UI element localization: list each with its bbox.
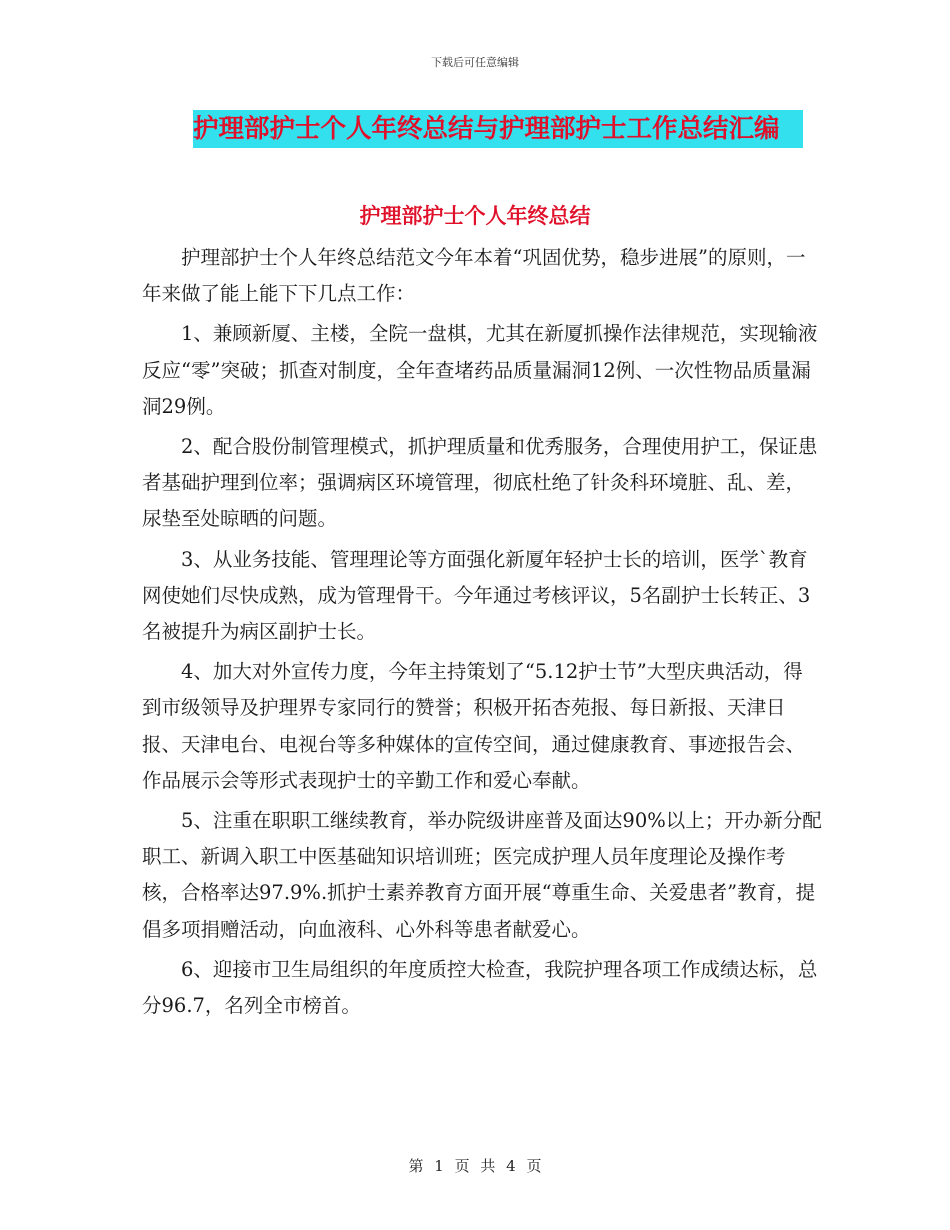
paragraph-item-4: 4、加大对外宣传力度，今年主持策划了“5.12护士节”大型庆典活动，得到市级领导及护理界专家同行的赞誉；积极开拓杏苑报、每日新报、天津日报、天津电台、电视台等多种媒体的宣传空间，通过健康教育、事迹报告会、作品展示会等形式表现护士的辛勤工作和爱心奉献。 — [142, 660, 806, 792]
paragraph-item-6: 6、迎接市卫生局组织的年度质控大检查，我院护理各项工作成绩达标，总分96.7，名列全市榜首。 — [142, 957, 818, 1018]
section-title: 护理部护士个人年终总结 — [359, 204, 591, 228]
paragraph-item-1: 1、兼顾新厦、主楼，全院一盘棋，尤其在新厦抓操作法律规范，实现输液反应“零”突破；抓查对制度，全年查堵药品质量漏洞12例、一次性物品质量漏洞29例。 — [142, 322, 818, 418]
document-body — [142, 240, 822, 1024]
paragraph-item-3: 3、从业务技能、管理理论等方面强化新厦年轻护士长的培训，医学`教育网使她们尽快成熟，成为管理骨干。今年通过考核评议，5名副护士长转正、3名被提升为病区副护士长。 — [142, 547, 811, 644]
page-header-note: 下载后可任意编辑 — [431, 56, 519, 69]
paragraph-item-2: 2、配合股份制管理模式，抓护理质量和优秀服务，合理使用护工，保证患者基础护理到位率；强调病区环境管理，彻底杜绝了针灸科环境脏、乱、差，尿垫至处晾晒的问题。 — [142, 435, 818, 531]
page-footer: 第 1 页 共 4 页 — [408, 1157, 542, 1175]
paragraph-item-5: 5、注重在职职工继续教育，举办院级讲座普及面达90%以上；开办新分配职工、新调入职工中医基础知识培训班；医完成护理人员年度理论及操作考核，合格率达97.9%.抓护士素养教育方面开展“尊重生命、关爱患者”教育，提倡多项捐赠活动，向血液科、心外科等患者献爱心。 — [142, 809, 822, 941]
paragraph-intro: 护理部护士个人年终总结范文今年本着“巩固优势，稳步进展”的原则，一年来做了能上能下下几点工作： — [142, 246, 806, 306]
document-title: 护理部护士个人年终总结与护理部护士工作总结汇编 — [193, 110, 803, 148]
